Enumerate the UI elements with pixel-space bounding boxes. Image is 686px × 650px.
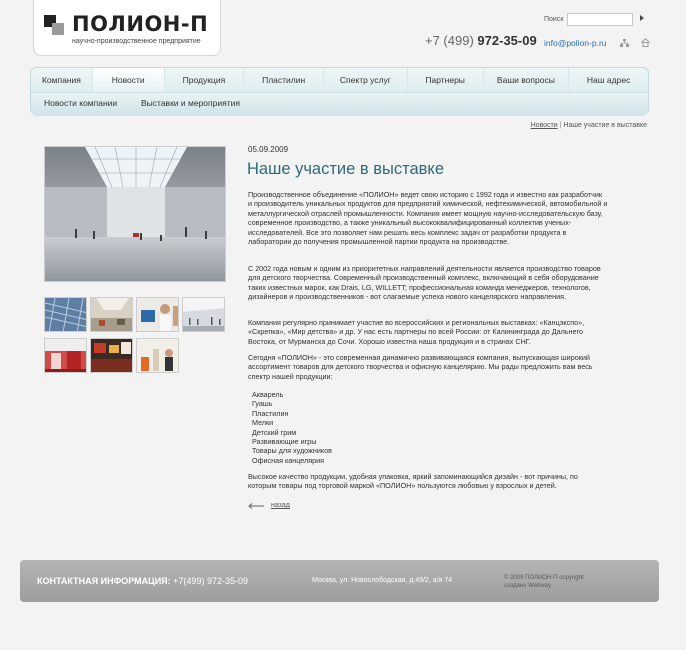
footer	[20, 560, 659, 602]
nav-item-services[interactable]: Спектр услуг	[324, 68, 408, 92]
article-closing: Высокое качество продукции, удобная упаковка, яркий запоминающийся дизайн - вот причины, по которым товары под торговой маркой «ПОЛИОН» пользуются любовью у взрослых и детей.	[248, 472, 578, 491]
product-list-item: Детский грим	[252, 427, 297, 437]
breadcrumb	[531, 122, 647, 129]
article-paragraph-2: С 2002 года новым и одним из приоритетных направлений деятельности является производство товаров для детского творчества. Современный производственный комплекс, включающий в себя оборудование таких известных марок, как Drais, LG, WILLETT; профессиональная команда менеджеров, технологов, дизайнеров и производственников - вот слагаемые успеха нового канцелярского направления.	[248, 264, 601, 302]
article-paragraph-4: Сегодня «ПОЛИОН» - это современная динамично развивающаяся компания, выпускающая широкий ассортимент товаров для детского творчества и офисную канцелярию. Мы рады предложить вам весь спектр нашей продукции:	[248, 353, 593, 381]
nav-item-products[interactable]: Продукция	[165, 68, 245, 92]
logo-mark-icon	[44, 15, 64, 35]
product-list-item: Развивающие игры	[252, 437, 317, 447]
article-paragraph-3: Компания регулярно принимает участие во всероссийских и региональных выставках: «Канцэкспо», «Скрепка», «Мир детства» и др. У нас есть партнеры по всей России: от Калининграда до Дальнего Востока, от Мурманска до Сочи. Хорошо известна наша продукция и в странах СНГ.	[248, 318, 585, 346]
phone-prefix: +7 (499)	[425, 33, 474, 48]
breadcrumb-current: Наше участие в выставке	[563, 122, 647, 129]
gallery-thumbnail-6[interactable]	[90, 338, 133, 373]
article-title: Наше участие в выставке	[247, 160, 445, 178]
back-link-label: назад	[271, 502, 290, 509]
home-icon[interactable]	[641, 38, 650, 47]
nav-item-company[interactable]: Компания	[31, 68, 93, 92]
main-nav	[30, 67, 649, 115]
gallery-thumbnail-7[interactable]	[136, 338, 179, 373]
product-list-item: Акварель	[252, 390, 284, 399]
subnav-item-exhibitions[interactable]: Выставки и мероприятия	[141, 98, 240, 108]
main-photo[interactable]	[44, 146, 226, 282]
subnav-item-company-news[interactable]: Новости компании	[44, 98, 118, 108]
header-phone	[425, 33, 537, 48]
gallery-thumbnail-3[interactable]	[136, 297, 179, 332]
article-paragraph-1: Производственное объединение «ПОЛИОН» ведет свою историю с 1992 года и известно как разработчик и производитель уникальных продуктов для предприятий химической, нефтехимической, автомобильной и металлургической отраслей промышленности. Компания имеет мощную научно-исследовательскую базу, современное производство, а также уникальный высококвалифицированный коллектив ученых-исследователей. Все это позволяет нам решать весь комплекс задач от разработки продукта в лаборатории до получения промышленной партии продукта на производстве.	[248, 190, 608, 247]
product-list-item: Офисная канцелярия	[252, 455, 325, 465]
footer-phone: +7(499) 972-35-09	[173, 576, 248, 586]
logo[interactable]	[33, 0, 221, 56]
nav-item-partners[interactable]: Партнеры	[408, 68, 484, 92]
breadcrumb-separator: |	[559, 122, 562, 129]
logo-title: ПОЛИОН-П	[72, 12, 209, 36]
search-label: Поиск	[544, 16, 564, 23]
gallery-thumbnail-5[interactable]	[44, 338, 87, 373]
product-list-item: Мелки	[252, 418, 274, 428]
copyright-text: © 2009 ПОЛИОН-П copyright	[504, 575, 584, 581]
nav-primary	[31, 68, 648, 92]
back-link[interactable]	[248, 502, 290, 509]
footer-contact-label: КОНТАКТНАЯ ИНФОРМАЦИЯ:	[37, 576, 171, 586]
search-input[interactable]	[567, 13, 633, 26]
phone-number: 972-35-09	[477, 33, 537, 48]
product-list-item: Пластилин	[252, 408, 289, 418]
product-list-item: Товары для художников	[252, 446, 332, 456]
footer-contact	[37, 576, 248, 586]
logo-subtitle: научно-производственное предприятие	[72, 38, 201, 45]
email-link[interactable]: info@polion-p.ru	[544, 38, 607, 48]
nav-secondary	[31, 92, 648, 116]
nav-item-address[interactable]: Наш адрес	[586, 75, 631, 85]
gallery-thumbnail-1[interactable]	[44, 297, 87, 332]
nav-item-questions[interactable]: Ваши вопросы	[484, 68, 570, 92]
arrow-left-icon	[248, 503, 264, 509]
article-date: 05.09.2009	[248, 145, 289, 154]
developer-credit[interactable]: создано Webway	[504, 583, 552, 589]
sitemap-icon[interactable]	[620, 39, 629, 47]
breadcrumb-link-news[interactable]: Новости	[530, 122, 558, 129]
footer-address: Москва, ул. Новослободская, д.49/2, а/я 74	[312, 577, 453, 584]
gallery-thumbnail-2[interactable]	[90, 297, 133, 332]
product-list-item: Гуашь	[252, 399, 273, 409]
gallery-thumbnail-4[interactable]	[182, 297, 225, 332]
footer-copyright	[504, 574, 584, 590]
search-submit-icon[interactable]	[640, 15, 644, 21]
product-list	[252, 390, 332, 465]
nav-item-plasticine[interactable]: Пластилин	[244, 68, 324, 92]
nav-item-news[interactable]: Новости	[93, 68, 165, 92]
